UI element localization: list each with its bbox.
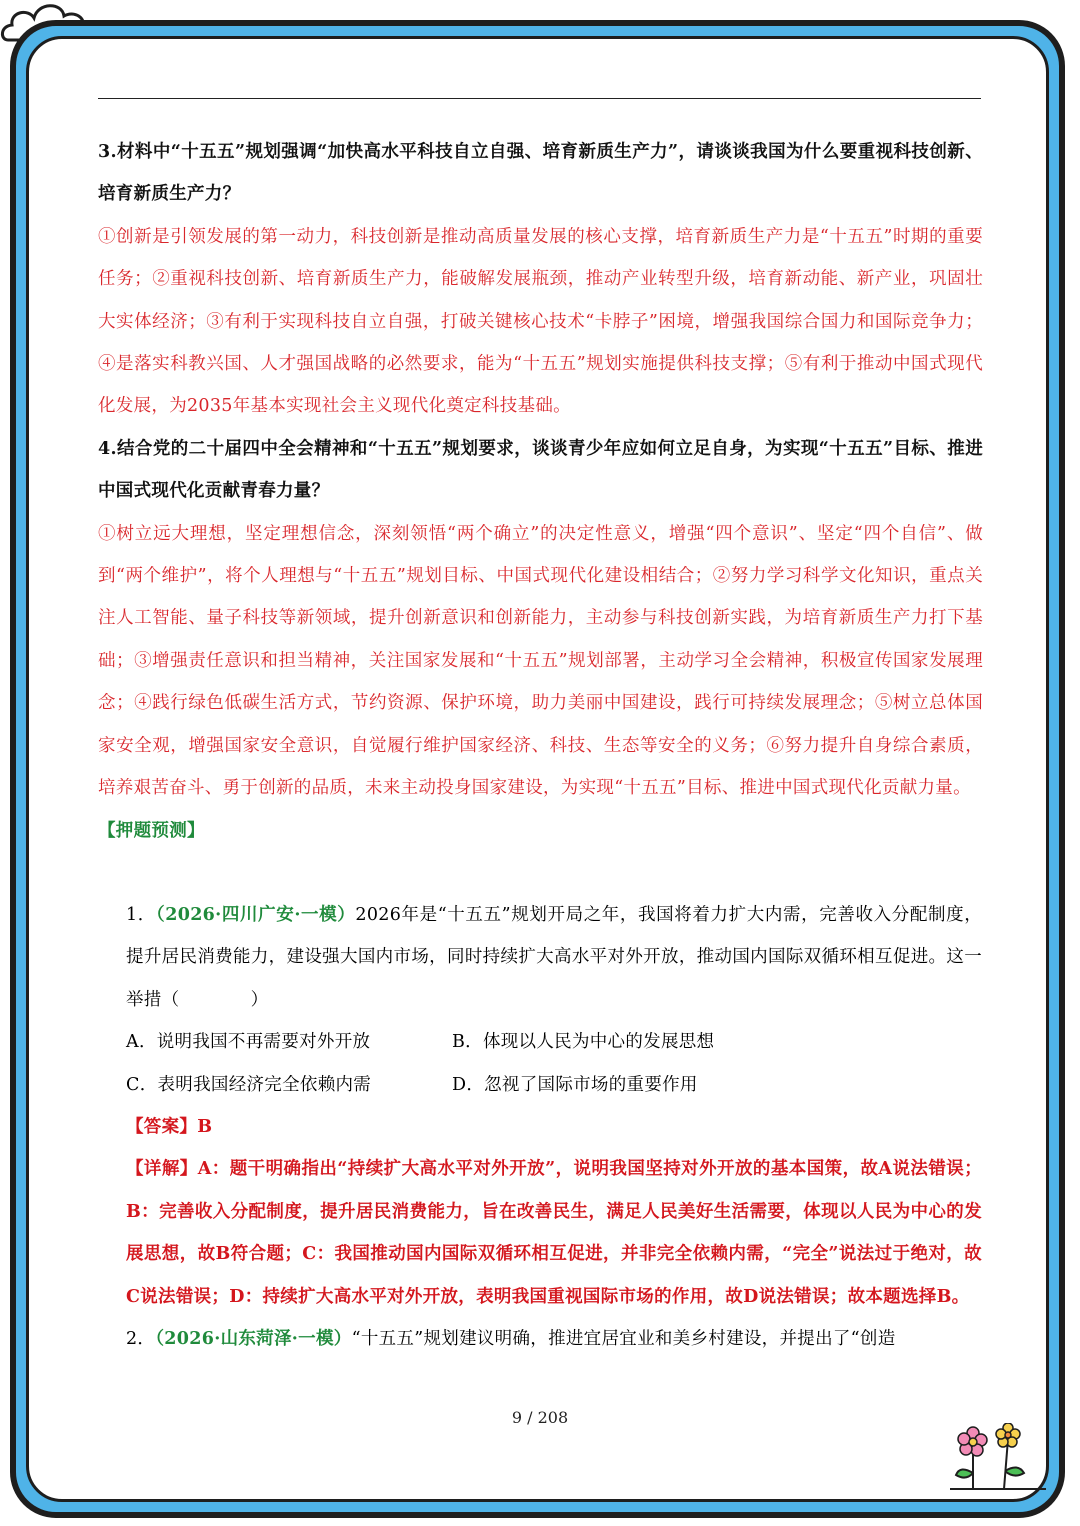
- item-1-stem: 2026年是“十五五”规划开局之年，我国将着力扩大内需，完善收入分配制度，提升居民消费能力，建设强大国内市场，同时持续扩大高水平对外开放，推动国内国际双循环相互促进。这一举措（ ）: [126, 905, 983, 1010]
- options-row-1: [126, 1021, 982, 1063]
- option-c: C．表明我国经济完全依赖内需: [126, 1074, 372, 1095]
- answer-3: ①创新是引领发展的第一动力，科技创新是推动高质量发展的核心支撑，培育新质生产力是“十五五”时期的重要任务；②重视科技创新、培育新质生产力，能破解发展瓶颈，推动产业转型升级，培育新动能、新产业，巩固壮大实体经济；③有利于实现科技自立自强，打破关键核心技术“卡脖子”困境，增强我国综合国力和国际竞争力；④是落实科教兴国、人才强国战略的必然要求，能为“十五五”规划实施提供科技支撑；⑤有利于推动中国式现代化发展，为2035年基本实现社会主义现代化奠定科技基础。: [98, 226, 983, 417]
- item-1-source: （2026·四川广安·一模）: [155, 905, 356, 925]
- option-d: D．忽视了国际市场的重要作用: [452, 1074, 698, 1095]
- answer-value: B: [197, 1117, 213, 1138]
- detail-text: A：题干明确指出“持续扩大高水平对外开放”，说明我国坚持对外开放的基本国策，故A说法错误；B：完善收入分配制度，提升居民消费能力，旨在改善民生，满足人民美好生活需要，体现以人民为中心的发展思想，故B符合题；C：我国推动国内国际双循环相互促进，并非完全依赖内需，“完全”说法过于绝对，故C说法错误；D：持续扩大高水平对外开放，表明我国重视国际市场的作用，故D说法错误；故本题选择B。: [126, 1159, 982, 1307]
- item-2-source: （2026·山东菏泽·一模）: [155, 1329, 352, 1350]
- header-rule: [98, 98, 981, 99]
- answer-4: ①树立远大理想，坚定理想信念，深刻领悟“两个确立”的决定性意义，增强“四个意识”、坚定“四个自信”、做到“两个维护”，将个人理想与“十五五”规划目标、中国式现代化建设相结合；②努力学习科学文化知识，重点关注人工智能、量子科技等新领域，提升创新意识和创新能力，主动参与科技创新实践，为培育新质生产力打下基础；③增强责任意识和担当精神，关注国家发展和“十五五”规划部署，主动学习全会精神，积极宣传国家发展理念；④践行绿色低碳生活方式，节约资源、保护环境，助力美丽中国建设，践行可持续发展理念；⑤树立总体国家安全观，增强国家安全意识，自觉履行维护国家经济、科技、生态等安全的义务；⑥努力提升自身综合素质，培养艰苦奋斗、勇于创新的品质，未来主动投身国家建设，为实现“十五五”目标、推进中国式现代化贡献力量。: [98, 523, 983, 799]
- answer-label: 【答案】: [126, 1117, 198, 1138]
- detail-label: 【详解】: [126, 1159, 198, 1180]
- questions-block: [98, 131, 983, 852]
- option-b: B．体现以人民为中心的发展思想: [452, 1032, 715, 1053]
- item-2-stem-para: [126, 1318, 982, 1360]
- options-row-2: [126, 1064, 982, 1106]
- section-title: 【押题预测】: [98, 820, 205, 841]
- question-4: 4.结合党的二十届四中全会精神和“十五五”规划要求，谈谈青少年应如何立足自身，为实现“十五五”目标、推进中国式现代化贡献青春力量？: [98, 438, 983, 502]
- detail-para: [126, 1148, 982, 1318]
- item-1-number: 1．: [126, 905, 156, 925]
- item-2-stem: “十五五”规划建议明确，推进宜居宜业和美乡村建设，并提出了“创造: [351, 1329, 896, 1350]
- flowers-decoration: [948, 1423, 1048, 1493]
- question-3: 3.材料中“十五五”规划强调“加快高水平科技自立自强、培育新质生产力”，请谈谈我国为什么要重视科技创新、培育新质生产力？: [98, 142, 983, 205]
- page-number: 9 / 208: [511, 1408, 569, 1427]
- answer-line: [126, 1106, 982, 1148]
- item-1-stem-para: [126, 894, 982, 1021]
- option-a: A．说明我国不再需要对外开放: [126, 1032, 371, 1053]
- item-1: [126, 894, 982, 1360]
- item-2-number: 2．: [126, 1329, 156, 1350]
